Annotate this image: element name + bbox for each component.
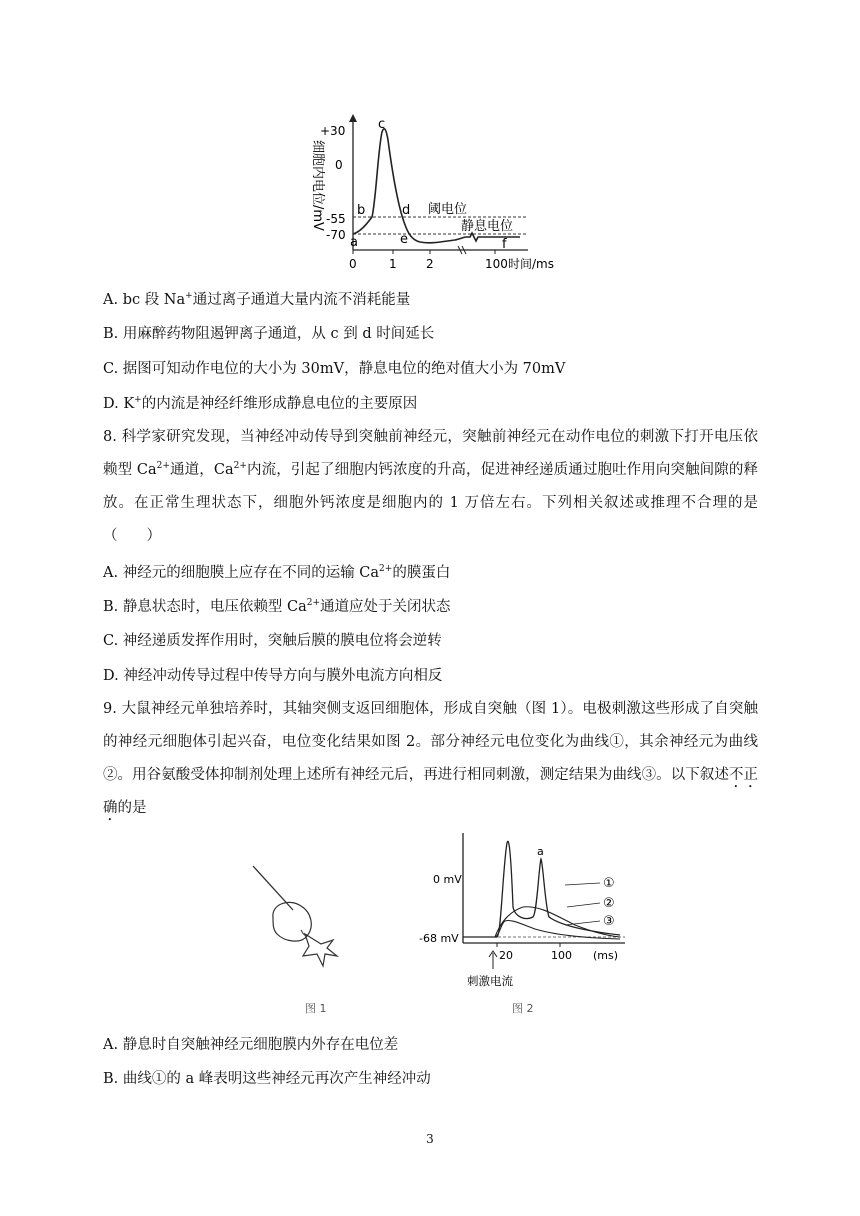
curve-label-3: ③ xyxy=(603,914,615,929)
figure-2-caption: 图 2 xyxy=(512,1002,534,1015)
x-unit: (ms) xyxy=(593,949,619,962)
y-axis-label: 细胞内电位/mV xyxy=(310,140,325,231)
point-e: e xyxy=(400,232,408,247)
x-axis-label: 时间/ms xyxy=(508,257,554,271)
q7-option-a: A. bc 段 Na+通过离子通道大量内流不消耗能量 xyxy=(103,291,411,308)
stim-arrow xyxy=(489,951,497,969)
point-c: c xyxy=(378,117,386,132)
y-label-minus68mv: -68 mV xyxy=(419,932,459,945)
y-tick-0: 0 xyxy=(335,158,343,172)
q9-option-a: A. 静息时自突触神经元细胞膜内外存在电位差 xyxy=(103,1037,399,1053)
q7-option-d: D. K+的内流是神经纤维形成静息电位的主要原因 xyxy=(103,395,418,412)
q7-option-c: C. 据图可知动作电位的大小为 30mV，静息电位的绝对值大小为 70mV xyxy=(103,361,566,377)
electrode xyxy=(253,866,293,910)
peak-a-label: a xyxy=(537,845,544,858)
x-tick-20: 20 xyxy=(499,949,513,962)
resting-label: 静息电位 xyxy=(461,219,514,234)
q9-stem: 9. 大鼠神经元单独培养时，其轴突侧支返回细胞体，形成自突触（图 1）。电极刺激这些形成了自突触的神经元细胞体引起兴奋，电位变化结果如图 2。部分神经元电位变化为曲线①，其余神经元为曲线②。用谷氨酸受体抑制剂处理上述所有神经元后，再进行相同刺激，测定结果为曲线③。以下叙述不正确的是 xyxy=(103,701,759,816)
q8-option-d: D. 神经冲动传导过程中传导方向与膜外电流方向相反 xyxy=(103,668,443,684)
q8-option-b: B. 静息状态时，电压依赖型 $Ca^{2+}$通道应处于关闭状态 xyxy=(103,598,451,615)
y-tick-70: -70 xyxy=(326,228,346,242)
emphasis-not-correct: 不正确 xyxy=(103,767,759,816)
x-tick-100: 100 xyxy=(551,949,572,962)
q8-option-c: C. 神经递质发挥作用时，突触后膜的膜电位将会逆转 xyxy=(103,633,442,649)
x-tick-100: 100 xyxy=(485,257,508,271)
q8-option-a: A. 神经元的细胞膜上应存在不同的运输 $Ca^{2+}$的膜蛋白 xyxy=(103,564,451,581)
figure-1-caption: 图 1 xyxy=(305,1002,327,1015)
y-label-0mv: 0 mV xyxy=(433,873,462,886)
q9-option-b: B. 曲线①的 a 峰表明这些神经元再次产生神经冲动 xyxy=(103,1071,431,1087)
x-tick-2: 2 xyxy=(426,257,434,271)
figure-2-potential-curves xyxy=(415,825,630,995)
stim-label: 刺激电流 xyxy=(467,974,513,988)
figure-1-autapse-neuron xyxy=(245,860,365,970)
curve-3 xyxy=(463,920,620,939)
action-potential-graph xyxy=(280,110,580,280)
page-number: 3 xyxy=(426,1132,434,1146)
curve-label-2: ② xyxy=(603,896,615,911)
y-tick-55: -55 xyxy=(326,212,346,226)
q8-stem: 8. 科学家研究发现，当神经冲动传导到突触前神经元，突触前神经元在动作电位的刺激下打开电压依赖型 $Ca^{2+}$通道，$Ca^{2+}$内流，引起了细胞内钙浓度的升高，促进神经递质通过胞吐作用向突触间隙的释放。在正常生理状态下，细胞外钙浓度是细胞内的 1 万倍左右。下列相关叙述或推理不合理的是（ ） xyxy=(103,429,758,544)
q7-option-b: B. 用麻醉药物阻遏钾离子通道，从 c 到 d 时间延长 xyxy=(103,326,435,342)
axon-collateral xyxy=(303,934,337,966)
point-b: b xyxy=(357,203,366,218)
x-tick-0: 0 xyxy=(349,257,357,271)
curve-label-1: ① xyxy=(603,876,615,891)
threshold-label: 阈电位 xyxy=(428,202,468,217)
point-a: a xyxy=(350,235,358,250)
y-tick-30: +30 xyxy=(320,124,346,138)
x-tick-1: 1 xyxy=(389,257,397,271)
point-d: d xyxy=(402,203,411,218)
point-f: f xyxy=(502,237,507,252)
